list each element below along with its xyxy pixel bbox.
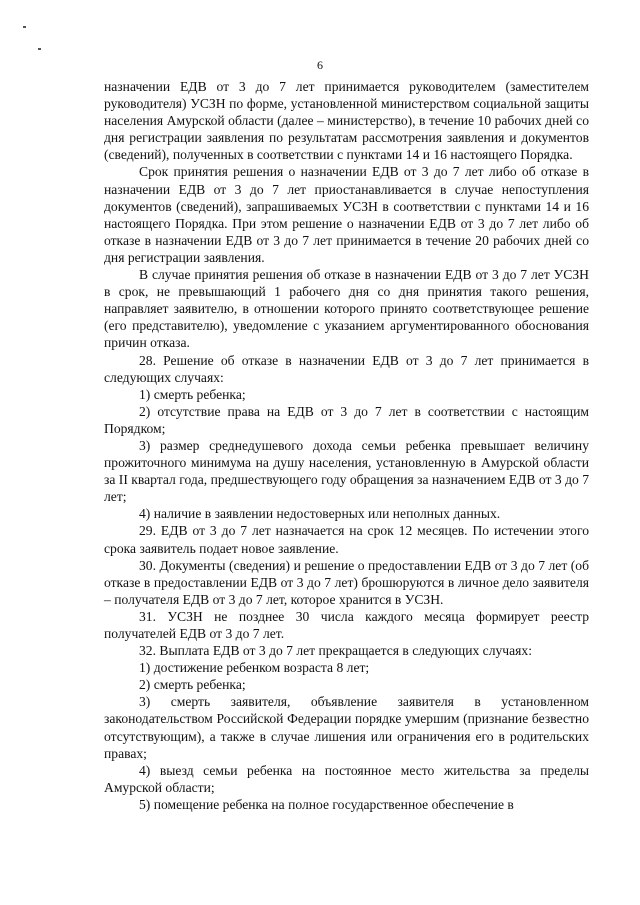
list-item: 2) смерть ребенка; (139, 677, 246, 693)
list-item: 3) смерть заявителя, объявление заявителя в установленном законодательством Российской Федерации порядке умершим (признание безвестно отсутствующим), а также в случае лишения или ограничения его в родительских правах; (104, 694, 589, 761)
scan-artifact-mark (38, 48, 41, 50)
list-item: 2) отсутствие права на ЕДВ от 3 до 7 лет в соответствии с настоящим Порядком; (104, 403, 589, 436)
list-item: 3) размер среднедушевого дохода семьи ребенка превышает величину прожиточного минимума на душу населения, установленную в Амурской области за II квартал года, предшествующего году обращения за назначением ЕДВ от 3 до 7 лет; (104, 437, 589, 505)
clause-31: 31. УСЗН не позднее 30 числа каждого месяца формирует реестр получателей ЕДВ от 3 до 7 лет. (104, 608, 589, 641)
clause-29: 29. ЕДВ от 3 до 7 лет назначается на срок 12 месяцев. По истечении этого срока заявитель подает новое заявление. (104, 523, 589, 556)
clause-32: 32. Выплата ЕДВ от 3 до 7 лет прекращается в следующих случаях: (139, 643, 532, 659)
paragraph-continuation: назначении ЕДВ от 3 до 7 лет принимается руководителем (заместителем руководителя) УСЗН по форме, установленной министерством социальной защиты населения Амурской области (далее – министерство), в течение 10 рабочих дней со дня регистрации заявления по результатам рассмотрения заявления и документов (сведений), полученных в соответствии с пунктами 14 и 16 настоящего Порядка. (104, 79, 589, 163)
paragraph: В случае принятия решения об отказе в назначении ЕДВ от 3 до 7 лет УСЗН в срок, не превышающий 1 рабочего дня со дня принятия такого решения, направляет заявителю, в отношении которого принято соответствующее решение (его представителю), уведомление с указанием аргументированного обоснования причин отказа. (104, 267, 589, 351)
document-body (104, 78, 589, 813)
page-number: 6 (317, 58, 323, 72)
clause-28: 28. Решение об отказе в назначении ЕДВ от 3 до 7 лет принимается в следующих случаях: (104, 352, 589, 385)
list-item: 1) достижение ребенком возраста 8 лет; (139, 660, 370, 676)
list-item: 4) наличие в заявлении недостоверных или неполных данных. (139, 506, 501, 522)
paragraph: Срок принятия решения о назначении ЕДВ от 3 до 7 лет либо об отказе в назначении ЕДВ от 3 до 7 лет приостанавливается в случае непоступления документов (сведений), запрашиваемых УСЗН в соответствии с пунктами 14 и 16 настоящего Порядка. При этом решение о назначении ЕДВ от 3 до 7 лет либо об отказе в назначении ЕДВ от 3 до 7 лет принимается в течение 20 рабочих дней со дня регистрации заявления. (104, 164, 589, 265)
list-item: 5) помещение ребенка на полное государственное обеспечение в (139, 796, 514, 812)
scan-artifact-mark (23, 26, 26, 28)
clause-30: 30. Документы (сведения) и решение о предоставлении ЕДВ от 3 до 7 лет (об отказе в предоставлении ЕДВ от 3 до 7 лет) брошюруются в личное дело заявителя – получателя ЕДВ от 3 до 7 лет, которое хранится в УСЗН. (104, 557, 589, 607)
list-item: 1) смерть ребенка; (139, 386, 246, 402)
list-item: 4) выезд семьи ребенка на постоянное место жительства за пределы Амурской области; (104, 762, 589, 795)
